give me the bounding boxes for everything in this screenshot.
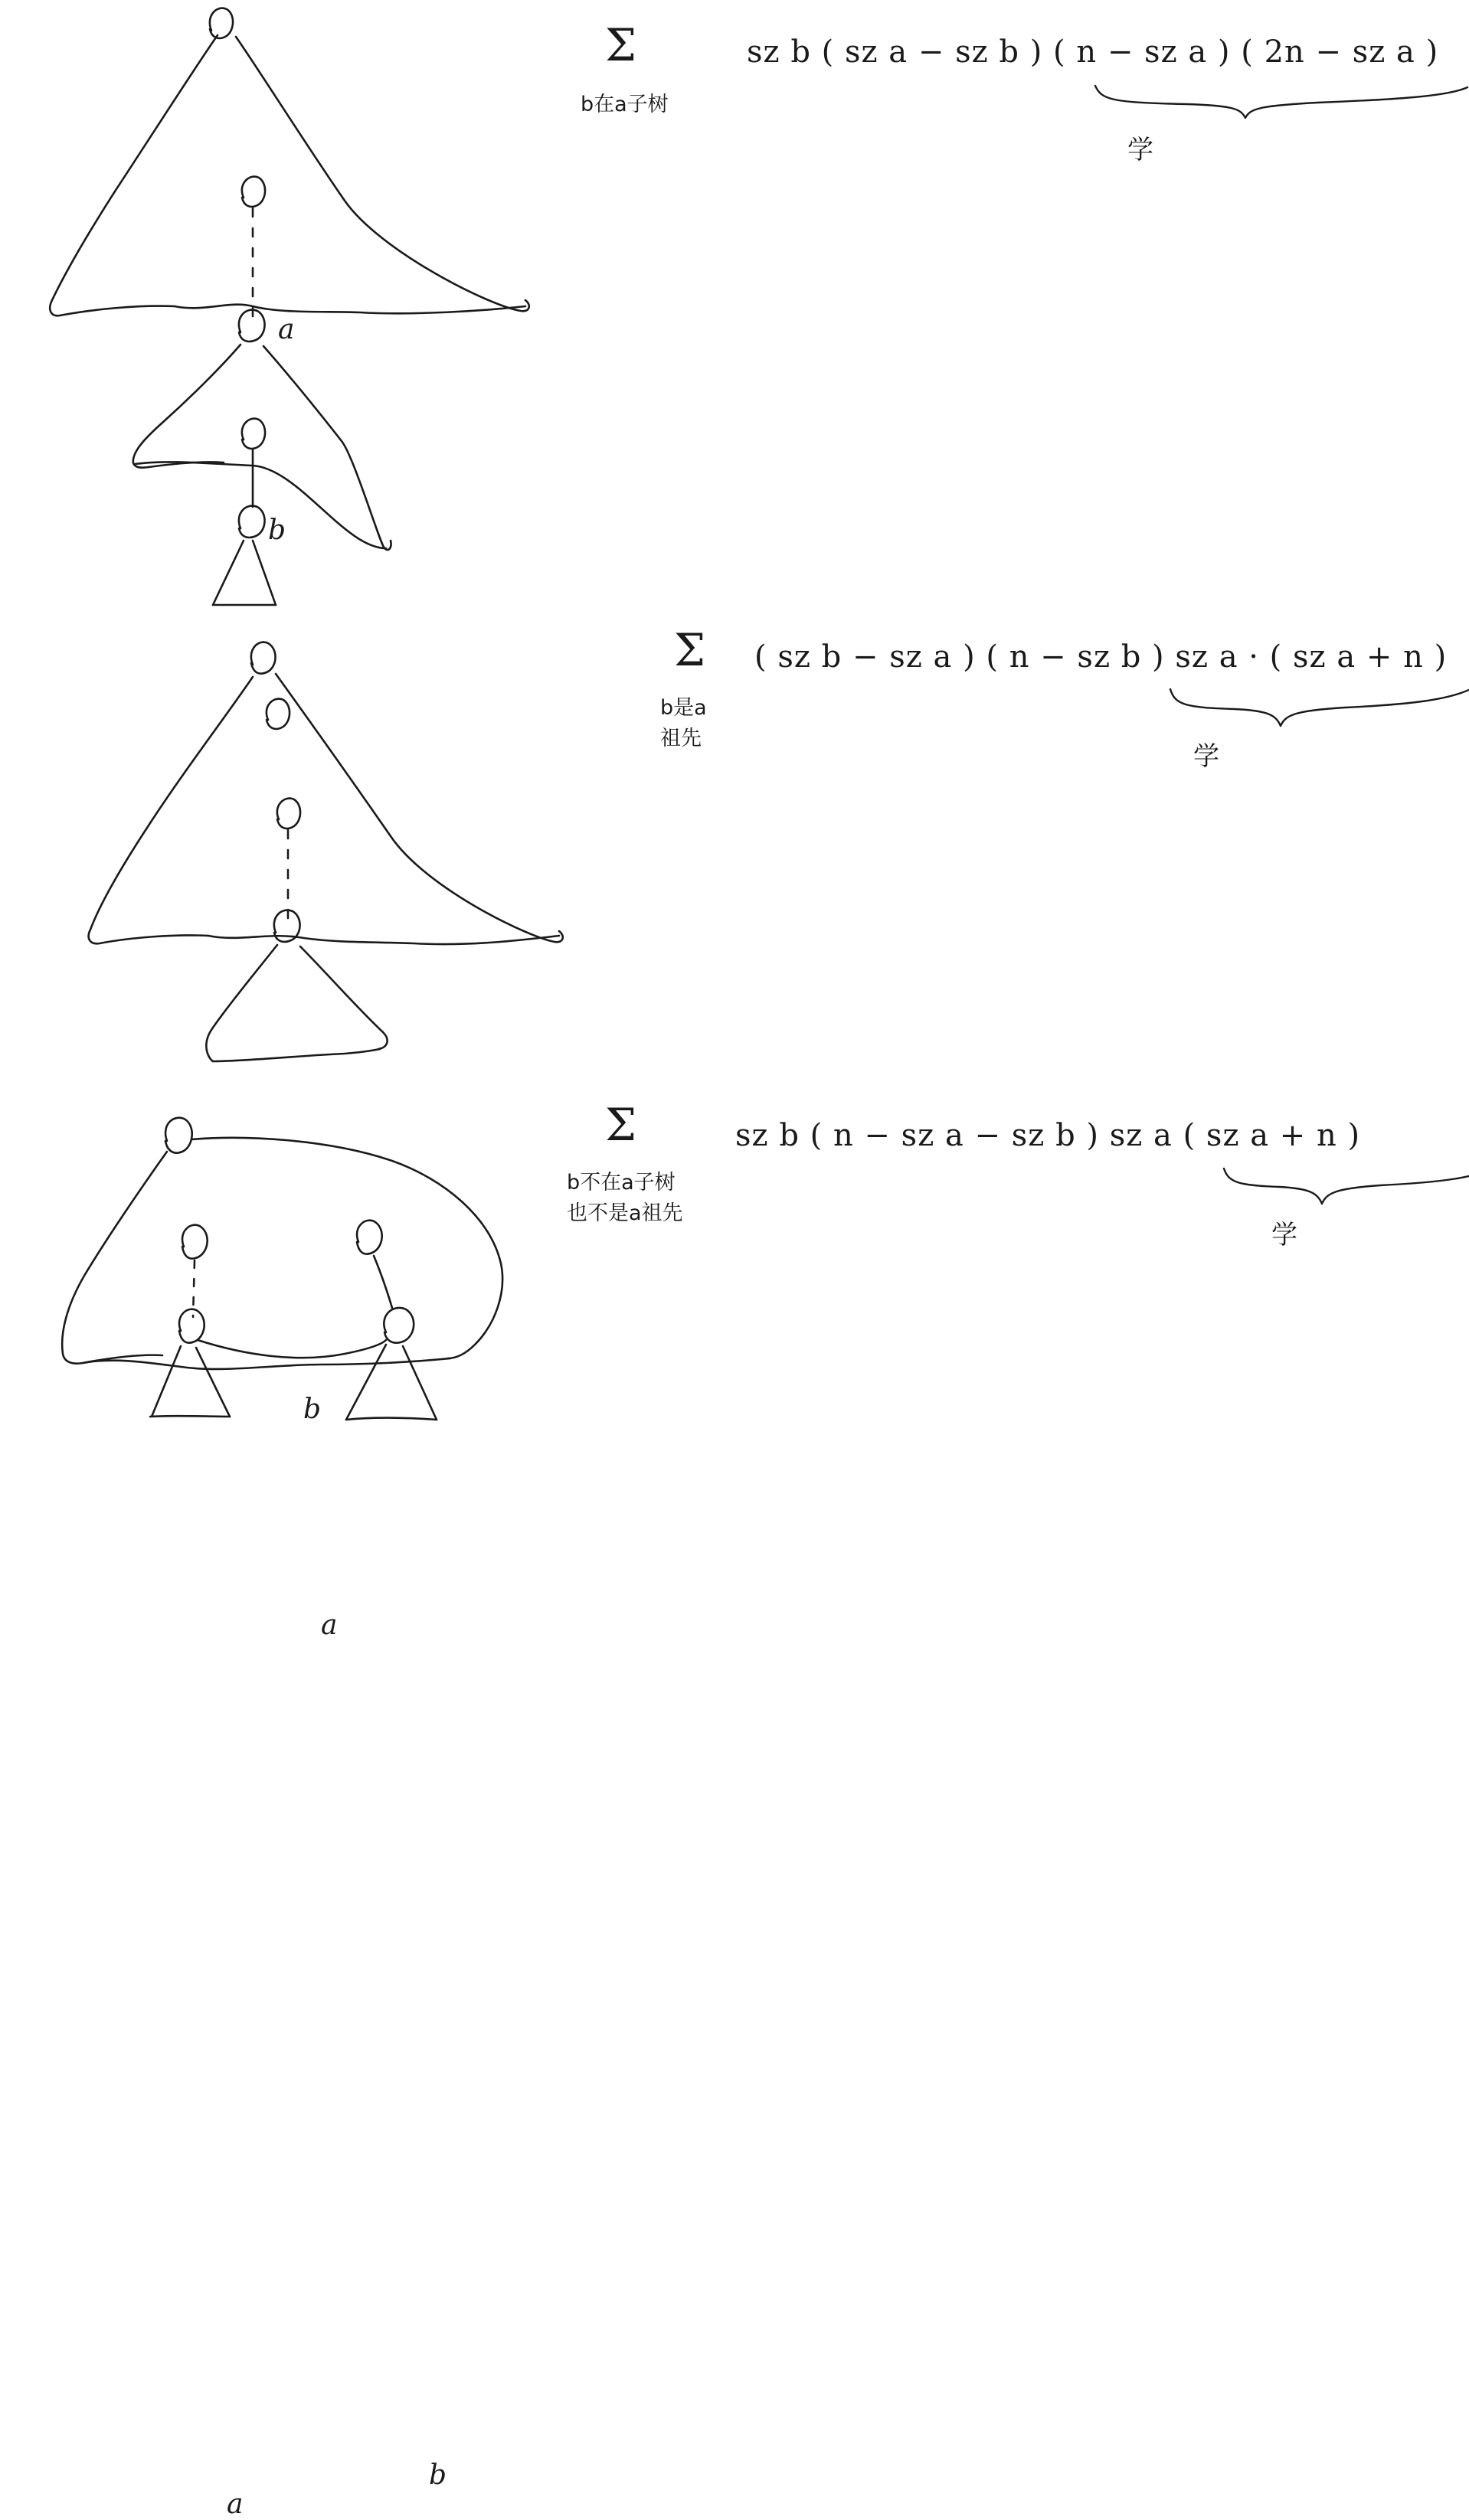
- root-node-circle-case-3: [165, 1118, 192, 1153]
- a-subtree-right-case-2: [300, 946, 388, 1049]
- sigma-symbol-case-1: Σ: [605, 19, 637, 71]
- brace-label-case-2: 学: [1193, 741, 1219, 772]
- outer-triangle-left-case-2: [89, 677, 253, 943]
- outer-triangle-right-case-3: [191, 1138, 502, 1358]
- sigma-symbol-case-2: Σ: [674, 624, 706, 676]
- a-subtree-base-case-1: [224, 462, 384, 547]
- branch-connector-case-3: [198, 1340, 386, 1358]
- node-b-label-case-3: b: [429, 2460, 447, 2491]
- node-b-circle-case-1: [239, 506, 265, 538]
- sigma-subscript-line2-case-2: 祖先: [660, 727, 702, 750]
- b-subtree-left-case-3: [346, 1345, 386, 1420]
- node-a-label-case-1: a: [278, 314, 295, 345]
- outer-triangle-right-case-2: [276, 674, 563, 942]
- node-a-label-case-2: a: [321, 1610, 338, 1641]
- expression-case-2: ( sz b − sz a ) ( n − sz b ) sz a · ( sz a + n ): [754, 639, 1448, 675]
- outer-triangle-base-case-2: [208, 936, 559, 944]
- tree-diagram-case-3: [0, 1110, 597, 1465]
- node-a-label-case-3: a: [227, 2489, 244, 2520]
- outer-triangle-right-case-1: [236, 37, 529, 311]
- node-b-parent-circle-case-1: [242, 419, 265, 449]
- b-subtree-right-case-3: [403, 1346, 437, 1420]
- a-subtree-base-case-2: [213, 1049, 380, 1061]
- a-subtree-left-case-3: [152, 1346, 181, 1417]
- outer-triangle-base-case-3: [83, 1358, 450, 1369]
- brace-label-case-1: 学: [1127, 135, 1153, 165]
- brace-label-case-3: 学: [1271, 1220, 1297, 1250]
- b-subtree-left-case-1: [213, 541, 244, 605]
- outer-triangle-base-case-1: [175, 305, 525, 314]
- outer-triangle-left-case-3: [62, 1152, 167, 1364]
- root-node-circle-case-2: [251, 642, 276, 674]
- b-subtree-right-case-1: [253, 541, 276, 605]
- tree-diagram-case-1: [0, 0, 597, 636]
- a-subtree-right-case-3: [196, 1348, 230, 1417]
- expression-case-1: sz b ( sz a − sz b ) ( n − sz a ) ( 2n − sz a ): [747, 34, 1439, 70]
- a-subtree-left-case-1: [133, 345, 240, 468]
- node-b-label-case-2: b: [303, 1394, 322, 1425]
- node-b-label-case-1: b: [268, 515, 286, 546]
- underbrace-case-3: [1218, 1158, 1469, 1250]
- a-subtree-left-case-2: [206, 945, 277, 1061]
- case-1-block: [0, 0, 1469, 636]
- a-subtree-base-case-3: [150, 1416, 230, 1417]
- node-b-circle-case-3: [384, 1308, 414, 1343]
- sigma-subscript-case-1: b在a子树: [581, 93, 669, 116]
- case-3-block: [0, 1099, 1469, 2520]
- sigma-subscript-line1-case-3: b不在a子树: [567, 1171, 676, 1195]
- outer-triangle-left-case-1: [50, 35, 218, 315]
- sigma-symbol-case-3: Σ: [605, 1099, 637, 1151]
- root-node-circle-case-1: [210, 8, 233, 38]
- edge-to-b-case-3: [374, 1256, 392, 1308]
- sigma-subscript-line1-case-2: b是a: [660, 696, 707, 720]
- node-b-circle-case-2: [267, 699, 290, 729]
- sigma-subscript-line2-case-3: 也不是a祖先: [567, 1201, 683, 1225]
- node-a-circle-case-3: [179, 1309, 204, 1343]
- inner-node-circle-case-1: [242, 177, 265, 207]
- inner-node-circle-case-2: [277, 799, 300, 829]
- a-subtree-base-line-case-1: [135, 462, 386, 548]
- tree-diagram-case-2: [0, 636, 597, 1110]
- node-b-parent-circle-case-3: [357, 1221, 382, 1254]
- expression-case-3: sz b ( n − sz a − sz b ) sz a ( sz a + n ): [735, 1118, 1361, 1153]
- node-a-parent-circle-case-3: [182, 1225, 208, 1259]
- b-subtree-base-case-3: [346, 1418, 437, 1420]
